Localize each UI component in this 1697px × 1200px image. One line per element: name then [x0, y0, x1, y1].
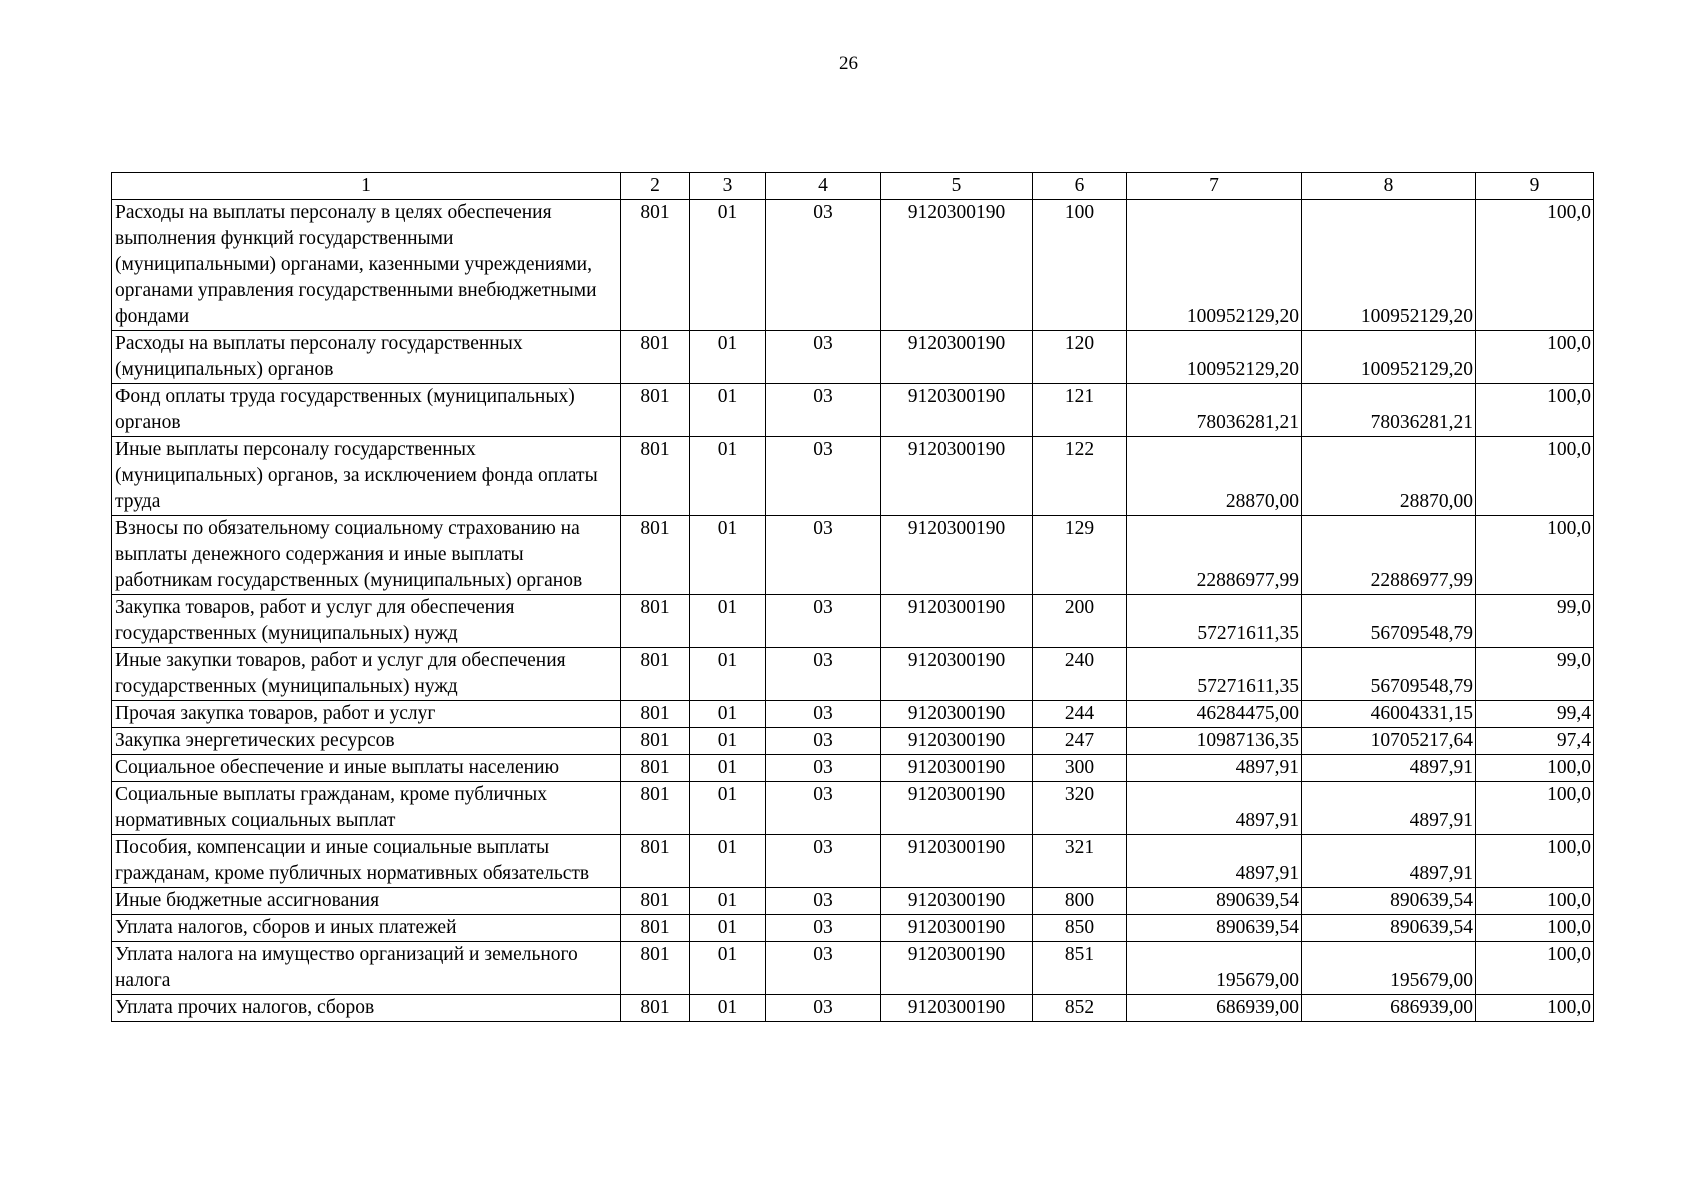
table-row	[112, 516, 1594, 595]
col3-cell: 01	[690, 755, 766, 782]
header-cell: 5	[881, 173, 1033, 200]
col3-cell: 01	[690, 200, 766, 331]
table-row	[112, 755, 1594, 782]
col2-cell: 801	[621, 701, 690, 728]
col3-cell: 01	[690, 995, 766, 1022]
row-name-cell: Уплата прочих налогов, сборов	[112, 995, 621, 1022]
col6-cell: 129	[1033, 516, 1127, 595]
col2-cell: 801	[621, 516, 690, 595]
header-cell: 6	[1033, 173, 1127, 200]
col9-percent-cell: 100,0	[1476, 200, 1594, 331]
table-row	[112, 888, 1594, 915]
col3-cell: 01	[690, 782, 766, 835]
col8-amount-cell: 46004331,15	[1302, 701, 1476, 728]
col6-cell: 800	[1033, 888, 1127, 915]
row-name-cell: Иные бюджетные ассигнования	[112, 888, 621, 915]
col7-amount-cell: 890639,54	[1127, 915, 1302, 942]
col6-cell: 120	[1033, 331, 1127, 384]
col2-cell: 801	[621, 595, 690, 648]
table-row	[112, 331, 1594, 384]
col5-cell: 9120300190	[881, 755, 1033, 782]
col5-cell: 9120300190	[881, 701, 1033, 728]
col5-cell: 9120300190	[881, 331, 1033, 384]
col2-cell: 801	[621, 384, 690, 437]
col5-cell: 9120300190	[881, 782, 1033, 835]
col2-cell: 801	[621, 915, 690, 942]
col2-cell: 801	[621, 728, 690, 755]
col5-cell: 9120300190	[881, 384, 1033, 437]
col5-cell: 9120300190	[881, 200, 1033, 331]
col2-cell: 801	[621, 942, 690, 995]
table-body	[112, 200, 1594, 1022]
table-row	[112, 915, 1594, 942]
table-row	[112, 701, 1594, 728]
col2-cell: 801	[621, 437, 690, 516]
col7-amount-cell: 10987136,35	[1127, 728, 1302, 755]
col7-amount-cell: 22886977,99	[1127, 516, 1302, 595]
col7-amount-cell: 4897,91	[1127, 755, 1302, 782]
col8-amount-cell: 4897,91	[1302, 835, 1476, 888]
col8-amount-cell: 10705217,64	[1302, 728, 1476, 755]
col5-cell: 9120300190	[881, 728, 1033, 755]
col9-percent-cell: 97,4	[1476, 728, 1594, 755]
col7-amount-cell: 686939,00	[1127, 995, 1302, 1022]
table-row	[112, 595, 1594, 648]
col8-amount-cell: 100952129,20	[1302, 331, 1476, 384]
col2-cell: 801	[621, 782, 690, 835]
col5-cell: 9120300190	[881, 437, 1033, 516]
budget-table	[111, 172, 1594, 1022]
row-name-cell: Расходы на выплаты персоналу в целях обеспечения выполнения функций государственными (муниципальными) органами, казенными учреждениями, органами управления государственными внебюджетными фондами	[112, 200, 621, 331]
col5-cell: 9120300190	[881, 595, 1033, 648]
col4-cell: 03	[766, 755, 881, 782]
col9-percent-cell: 99,0	[1476, 648, 1594, 701]
col7-amount-cell: 57271611,35	[1127, 595, 1302, 648]
col2-cell: 801	[621, 200, 690, 331]
row-name-cell: Иные закупки товаров, работ и услуг для обеспечения государственных (муниципальных) нужд	[112, 648, 621, 701]
col4-cell: 03	[766, 331, 881, 384]
header-cell: 7	[1127, 173, 1302, 200]
col8-amount-cell: 686939,00	[1302, 995, 1476, 1022]
col3-cell: 01	[690, 331, 766, 384]
col9-percent-cell: 100,0	[1476, 755, 1594, 782]
col4-cell: 03	[766, 384, 881, 437]
col4-cell: 03	[766, 942, 881, 995]
col5-cell: 9120300190	[881, 888, 1033, 915]
col6-cell: 122	[1033, 437, 1127, 516]
col9-percent-cell: 100,0	[1476, 835, 1594, 888]
header-cell: 8	[1302, 173, 1476, 200]
col5-cell: 9120300190	[881, 835, 1033, 888]
col4-cell: 03	[766, 437, 881, 516]
table-row	[112, 384, 1594, 437]
col8-amount-cell: 195679,00	[1302, 942, 1476, 995]
col7-amount-cell: 195679,00	[1127, 942, 1302, 995]
row-name-cell: Взносы по обязательному социальному страхованию на выплаты денежного содержания и иные выплаты работникам государственных (муниципальных) органов	[112, 516, 621, 595]
table-row	[112, 728, 1594, 755]
col6-cell: 121	[1033, 384, 1127, 437]
col3-cell: 01	[690, 915, 766, 942]
col5-cell: 9120300190	[881, 648, 1033, 701]
col5-cell: 9120300190	[881, 942, 1033, 995]
table-row	[112, 200, 1594, 331]
col7-amount-cell: 890639,54	[1127, 888, 1302, 915]
col6-cell: 100	[1033, 200, 1127, 331]
col8-amount-cell: 78036281,21	[1302, 384, 1476, 437]
header-cell: 2	[621, 173, 690, 200]
row-name-cell: Иные выплаты персоналу государственных (муниципальных) органов, за исключением фонда оплаты труда	[112, 437, 621, 516]
header-row	[112, 173, 1594, 200]
col7-amount-cell: 100952129,20	[1127, 200, 1302, 331]
col2-cell: 801	[621, 888, 690, 915]
col4-cell: 03	[766, 782, 881, 835]
col5-cell: 9120300190	[881, 516, 1033, 595]
col7-amount-cell: 4897,91	[1127, 782, 1302, 835]
col4-cell: 03	[766, 835, 881, 888]
col4-cell: 03	[766, 915, 881, 942]
col7-amount-cell: 57271611,35	[1127, 648, 1302, 701]
table-row	[112, 942, 1594, 995]
col9-percent-cell: 100,0	[1476, 888, 1594, 915]
col7-amount-cell: 4897,91	[1127, 835, 1302, 888]
col8-amount-cell: 4897,91	[1302, 782, 1476, 835]
col3-cell: 01	[690, 384, 766, 437]
table-row	[112, 437, 1594, 516]
col3-cell: 01	[690, 888, 766, 915]
col2-cell: 801	[621, 648, 690, 701]
col4-cell: 03	[766, 995, 881, 1022]
row-name-cell: Закупка товаров, работ и услуг для обеспечения государственных (муниципальных) нужд	[112, 595, 621, 648]
col6-cell: 240	[1033, 648, 1127, 701]
row-name-cell: Фонд оплаты труда государственных (муниципальных) органов	[112, 384, 621, 437]
col9-percent-cell: 100,0	[1476, 915, 1594, 942]
col6-cell: 247	[1033, 728, 1127, 755]
col4-cell: 03	[766, 728, 881, 755]
col9-percent-cell: 100,0	[1476, 782, 1594, 835]
col9-percent-cell: 100,0	[1476, 942, 1594, 995]
col6-cell: 300	[1033, 755, 1127, 782]
col3-cell: 01	[690, 701, 766, 728]
table-row	[112, 835, 1594, 888]
row-name-cell: Пособия, компенсации и иные социальные выплаты гражданам, кроме публичных нормативных обязательств	[112, 835, 621, 888]
header-cell: 3	[690, 173, 766, 200]
col5-cell: 9120300190	[881, 915, 1033, 942]
col6-cell: 850	[1033, 915, 1127, 942]
col2-cell: 801	[621, 755, 690, 782]
col9-percent-cell: 100,0	[1476, 516, 1594, 595]
col9-percent-cell: 100,0	[1476, 331, 1594, 384]
table-row	[112, 782, 1594, 835]
col6-cell: 320	[1033, 782, 1127, 835]
table-row	[112, 995, 1594, 1022]
col3-cell: 01	[690, 648, 766, 701]
row-name-cell: Социальное обеспечение и иные выплаты населению	[112, 755, 621, 782]
col7-amount-cell: 28870,00	[1127, 437, 1302, 516]
col2-cell: 801	[621, 331, 690, 384]
col5-cell: 9120300190	[881, 995, 1033, 1022]
col6-cell: 852	[1033, 995, 1127, 1022]
row-name-cell: Расходы на выплаты персоналу государственных (муниципальных) органов	[112, 331, 621, 384]
col2-cell: 801	[621, 995, 690, 1022]
row-name-cell: Прочая закупка товаров, работ и услуг	[112, 701, 621, 728]
col4-cell: 03	[766, 516, 881, 595]
col3-cell: 01	[690, 942, 766, 995]
col8-amount-cell: 100952129,20	[1302, 200, 1476, 331]
col3-cell: 01	[690, 595, 766, 648]
page-number: 26	[839, 53, 858, 74]
row-name-cell: Уплата налогов, сборов и иных платежей	[112, 915, 621, 942]
col8-amount-cell: 56709548,79	[1302, 648, 1476, 701]
col8-amount-cell: 4897,91	[1302, 755, 1476, 782]
col6-cell: 321	[1033, 835, 1127, 888]
col6-cell: 244	[1033, 701, 1127, 728]
col8-amount-cell: 890639,54	[1302, 915, 1476, 942]
col4-cell: 03	[766, 200, 881, 331]
header-cell: 4	[766, 173, 881, 200]
header-cell: 9	[1476, 173, 1594, 200]
header-cell: 1	[112, 173, 621, 200]
table-row	[112, 648, 1594, 701]
col7-amount-cell: 78036281,21	[1127, 384, 1302, 437]
col4-cell: 03	[766, 888, 881, 915]
col8-amount-cell: 22886977,99	[1302, 516, 1476, 595]
col3-cell: 01	[690, 728, 766, 755]
col9-percent-cell: 99,4	[1476, 701, 1594, 728]
col7-amount-cell: 100952129,20	[1127, 331, 1302, 384]
col9-percent-cell: 99,0	[1476, 595, 1594, 648]
col4-cell: 03	[766, 701, 881, 728]
col9-percent-cell: 100,0	[1476, 384, 1594, 437]
col6-cell: 200	[1033, 595, 1127, 648]
col9-percent-cell: 100,0	[1476, 995, 1594, 1022]
col3-cell: 01	[690, 516, 766, 595]
row-name-cell: Социальные выплаты гражданам, кроме публичных нормативных социальных выплат	[112, 782, 621, 835]
row-name-cell: Закупка энергетических ресурсов	[112, 728, 621, 755]
row-name-cell: Уплата налога на имущество организаций и земельного налога	[112, 942, 621, 995]
col8-amount-cell: 56709548,79	[1302, 595, 1476, 648]
col6-cell: 851	[1033, 942, 1127, 995]
col8-amount-cell: 890639,54	[1302, 888, 1476, 915]
col9-percent-cell: 100,0	[1476, 437, 1594, 516]
col4-cell: 03	[766, 595, 881, 648]
col7-amount-cell: 46284475,00	[1127, 701, 1302, 728]
col3-cell: 01	[690, 437, 766, 516]
col3-cell: 01	[690, 835, 766, 888]
col8-amount-cell: 28870,00	[1302, 437, 1476, 516]
col2-cell: 801	[621, 835, 690, 888]
col4-cell: 03	[766, 648, 881, 701]
